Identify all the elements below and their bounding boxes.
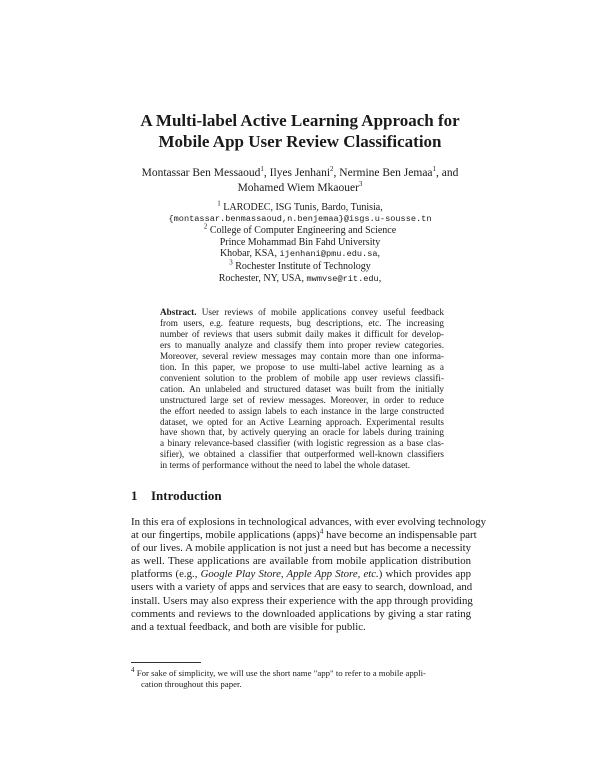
body-line: as well. These applications are available from mobile application distribution bbox=[131, 555, 471, 568]
author-list bbox=[0, 166, 600, 196]
affiliation-punct: , bbox=[377, 248, 381, 260]
footnote-mark: 4 bbox=[131, 666, 135, 675]
affiliation-email: ijenhani@pmu.edu.sa bbox=[279, 249, 378, 260]
author-affil-mark: 2 bbox=[330, 165, 334, 174]
title-line-1: A Multi-label Active Learning Approach for bbox=[140, 111, 460, 130]
body-emphasis: Google Play Store, Apple App Store, etc. bbox=[200, 568, 379, 581]
affiliation-email: mwmvse@rit.edu bbox=[306, 273, 379, 284]
abstract-line: have shown that, by actively querying an oracle for labels during training bbox=[160, 427, 444, 438]
body-text: at our fingertips, mobile applications (apps) bbox=[131, 529, 320, 542]
section-heading bbox=[131, 488, 222, 504]
body-line bbox=[131, 527, 477, 542]
body-line: of our lives. A mobile application is not just a need but has become a necessity bbox=[131, 542, 471, 555]
abstract-line: a binary relevance-based classifier (with logistic regression as a base clas- bbox=[160, 438, 444, 449]
body-line bbox=[131, 568, 471, 581]
authors-line-2 bbox=[0, 181, 600, 196]
body-line: comments and reviews to the downloaded applications by giving a star rating bbox=[131, 607, 471, 620]
affiliation-email-line: {montassar.benmassaoud,n.benjemaa}@isgs.u-sousse.tn bbox=[168, 213, 432, 224]
footnote-text: For sake of simplicity, we will use the short name "app" to refer to a mobile appli- bbox=[134, 668, 426, 678]
footnote bbox=[131, 668, 471, 690]
affiliation-punct: , bbox=[378, 272, 382, 284]
abstract-label: Abstract. bbox=[160, 307, 197, 317]
footnote-mark: 4 bbox=[319, 527, 324, 536]
abstract-line: tion. In this paper, we propose to use multi-label active learning as a bbox=[160, 361, 444, 372]
body-line: In this era of explosions in technological advances, with ever evolving technology bbox=[131, 516, 487, 528]
affiliation-line bbox=[0, 222, 600, 237]
abstract-line: number of reviews that users submit daily makes it difficult for develop- bbox=[160, 328, 444, 339]
abstract-line: ers to manually analyze and classify them into proper review categories. bbox=[160, 339, 444, 350]
abstract-line: dataset, we opted for an Active Learning approach. Experimental results bbox=[160, 416, 444, 427]
abstract-line: convenient solution to the problem of mobile app user reviews classifi- bbox=[160, 372, 444, 383]
affiliation-line bbox=[0, 258, 600, 273]
abstract-line: the effort needed to assign labels to each instance in the large constructed bbox=[160, 405, 444, 416]
paper-title bbox=[0, 110, 600, 152]
affiliation-text: Rochester, NY, USA, bbox=[218, 272, 307, 284]
affiliation-line bbox=[0, 199, 600, 214]
section-title: Introduction bbox=[151, 488, 222, 503]
title-line-2: Mobile App User Review Classification bbox=[158, 132, 442, 151]
author-affil-mark: 1 bbox=[260, 165, 264, 174]
author-name: Montassar Ben Messaoud bbox=[141, 167, 261, 179]
author-name: Mohamed Wiem Mkaouer bbox=[237, 182, 359, 194]
body-line: install. Users may also express their experience with the app through providing bbox=[131, 594, 473, 607]
section-number: 1 bbox=[131, 488, 138, 503]
affil-mark: 2 bbox=[203, 222, 208, 231]
footnote-line bbox=[131, 668, 471, 679]
body-text: platforms (e.g., bbox=[131, 568, 201, 581]
affiliation-line bbox=[0, 273, 600, 286]
footnote-rule bbox=[131, 662, 201, 663]
abstract-line bbox=[160, 307, 444, 318]
abstract-line: from users, e.g. feature requests, bug descriptions, etc. The increasing bbox=[160, 317, 444, 328]
body-text: have become an indispensable part bbox=[323, 529, 477, 542]
abstract bbox=[160, 307, 444, 471]
abstract-line: sifier), we obtained a classifier that outperformed well-known classifiers bbox=[160, 449, 444, 460]
affil-mark: 3 bbox=[229, 258, 233, 267]
affiliations bbox=[0, 199, 600, 285]
author-conjunction: , and bbox=[436, 167, 459, 179]
affiliation-text: LARODEC, ISG Tunis, Bardo, Tunisia, bbox=[220, 202, 383, 213]
abstract-line: unstructured large set of review messages. Moreover, in order to reduce bbox=[160, 394, 444, 405]
intro-paragraph bbox=[131, 516, 487, 634]
author-affil-mark: 3 bbox=[358, 180, 363, 189]
author-affil-mark: 1 bbox=[432, 165, 437, 174]
affiliation-text: College of Computer Engineering and Science bbox=[207, 225, 397, 237]
body-line: users with a variety of apps and services that are easy to search, download, and bbox=[131, 581, 473, 594]
affiliation-line: Prince Mohammad Bin Fahd University bbox=[219, 236, 381, 248]
body-line: and a textual feedback, and both are visible for public. bbox=[131, 620, 366, 633]
affiliation-text: Rochester Institute of Technology bbox=[232, 260, 371, 272]
abstract-text: User reviews of mobile applications convey useful feedback bbox=[196, 307, 444, 317]
affiliation-line bbox=[0, 248, 600, 261]
abstract-line: cation. An unlabeled and structured dataset was built from the initially bbox=[160, 383, 444, 394]
affil-mark: 1 bbox=[217, 199, 221, 208]
abstract-line: Moreover, several review messages may contain more than one informa- bbox=[160, 350, 444, 361]
authors-line-1 bbox=[0, 166, 600, 181]
body-text: ) which provides app bbox=[378, 568, 471, 581]
author-name: , Ilyes Jenhani bbox=[263, 167, 331, 179]
abstract-line: in terms of performance without the need to label the whole dataset. bbox=[160, 460, 411, 471]
footnote-line: cation throughout this paper. bbox=[141, 679, 242, 689]
affiliation-text: Khobar, KSA, bbox=[219, 248, 280, 260]
author-name: , Nermine Ben Jemaa bbox=[333, 167, 433, 179]
